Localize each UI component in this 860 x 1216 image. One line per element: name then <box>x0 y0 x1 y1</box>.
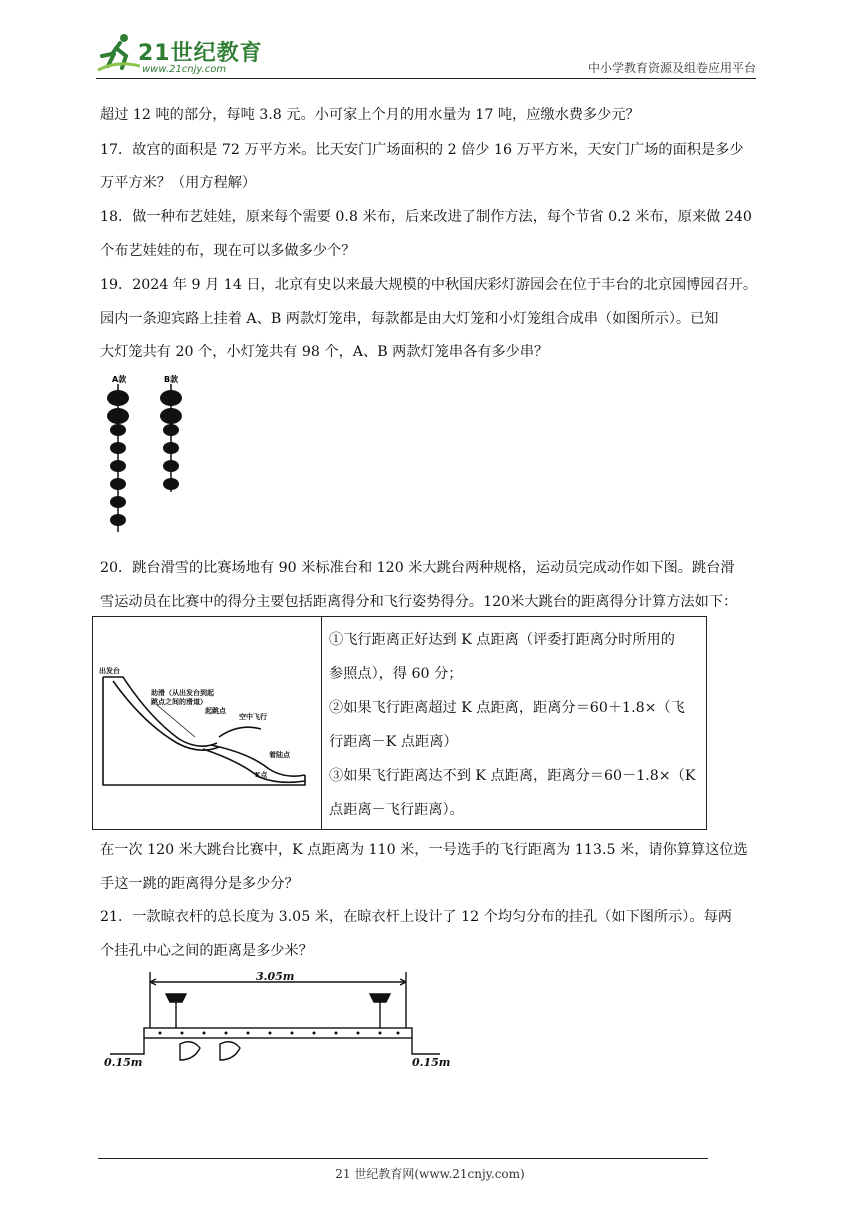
text-line: 手这一跳的距离得分是多少分？ <box>100 876 299 892</box>
text-line: 个挂孔中心之间的距离是多少米？ <box>100 943 313 959</box>
rule-line: 参照点），得 60 分； <box>329 666 463 682</box>
start-label: 出发台 <box>99 667 120 675</box>
rule-line: ③如果飞行距离达不到 K 点距离，距离分＝60－1.8×（K <box>329 768 696 784</box>
site-logo <box>96 30 266 78</box>
page-footer: 21 世纪教育网(www.21cnjy.com) <box>335 1167 525 1181</box>
clothes-rack-diagram <box>100 968 450 1072</box>
takeoff-label: 起跳点 <box>205 707 226 715</box>
rule-line: ①飞行距离正好达到 K 点距离（评委打距离分时所用的 <box>329 632 675 648</box>
page-header <box>0 0 860 80</box>
text-line: 雪运动员在比赛中的得分主要包括距离得分和飞行姿势得分。120米大跳台的距离得分计算方法如下： <box>100 594 738 610</box>
rule-line: 点距离－飞行距离）。 <box>329 802 464 818</box>
table-divider <box>321 617 322 829</box>
text-line: 个布艺娃娃的布，现在可以多做多少个？ <box>100 243 356 259</box>
k-point-label: K点 <box>255 771 268 779</box>
left-gap-label: 0.15m <box>104 1056 143 1069</box>
rule-line: 行距离－K 点距离） <box>329 734 458 750</box>
question-18: 18．做一种布艺娃娃，原来每个需要 0.8 米布，后来改进了制作方法，每个节省 0.2 米布，原来做 240 <box>100 209 752 225</box>
lantern-b-label: B款 <box>164 375 179 384</box>
right-gap-label: 0.15m <box>412 1056 450 1069</box>
question-21: 21．一款晾衣杆的总长度为 3.05 米，在晾衣杆上设计了 12 个均匀分布的挂孔（如下图所示）。每两 <box>100 909 732 925</box>
lantern-figure <box>98 372 208 534</box>
header-divider <box>96 78 756 79</box>
total-length-label: 3.05m <box>256 970 295 983</box>
logo-sub-text: www.21cnjy.com <box>142 64 227 75</box>
rule-line: ②如果飞行距离超过 K 点距离，距离分＝60＋1.8×（飞 <box>329 700 685 716</box>
lantern-a-label: A款 <box>112 375 127 384</box>
scoring-rules <box>329 623 705 827</box>
footer-divider <box>98 1158 708 1159</box>
flight-label: 空中飞行 <box>239 713 267 721</box>
scoring-table <box>92 616 707 830</box>
question-17: 17．故宫的面积是 72 万平方米。比天安门广场面积的 2 倍少 16 万平方米，天安门广场的面积是多少 <box>100 142 744 158</box>
text-line: 万平方米？（用方程解） <box>100 175 257 191</box>
runner-icon <box>96 30 140 74</box>
logo-main-text: 21世纪教育 <box>138 41 263 66</box>
text-line: 超过 12 吨的部分，每吨 3.8 元。小可家上个月的用水量为 17 吨，应缴水费多少元？ <box>100 107 640 123</box>
landing-label: 着陆点 <box>269 751 290 759</box>
ski-jump-diagram <box>99 657 313 787</box>
text-line: 在一次 120 米大跳台比赛中，K 点距离为 110 米，一号选手的飞行距离为 113.5 米，请你算算这位选 <box>100 842 748 858</box>
question-19: 19．2024 年 9 月 14 日，北京有史以来最大规模的中秋国庆彩灯游园会在位于丰台的北京园博园召开。 <box>100 277 758 293</box>
slide-label: 助滑（从出发台到起 <box>151 689 214 697</box>
platform-name: 中小学教育资源及组卷应用平台 <box>587 61 756 75</box>
slide-label-2: 跳点之间的滑道） <box>151 698 207 706</box>
question-20: 20．跳台滑雪的比赛场地有 90 米标准台和 120 米大跳台两种规格，运动员完成动作如下图。跳台滑 <box>100 560 735 576</box>
text-line: 大灯笼共有 20 个，小灯笼共有 98 个，A、B 两款灯笼串各有多少串？ <box>100 344 549 360</box>
text-line: 园内一条迎宾路上挂着 A、B 两款灯笼串，每款都是由大灯笼和小灯笼组合成串（如图所示）。已知 <box>100 311 719 327</box>
